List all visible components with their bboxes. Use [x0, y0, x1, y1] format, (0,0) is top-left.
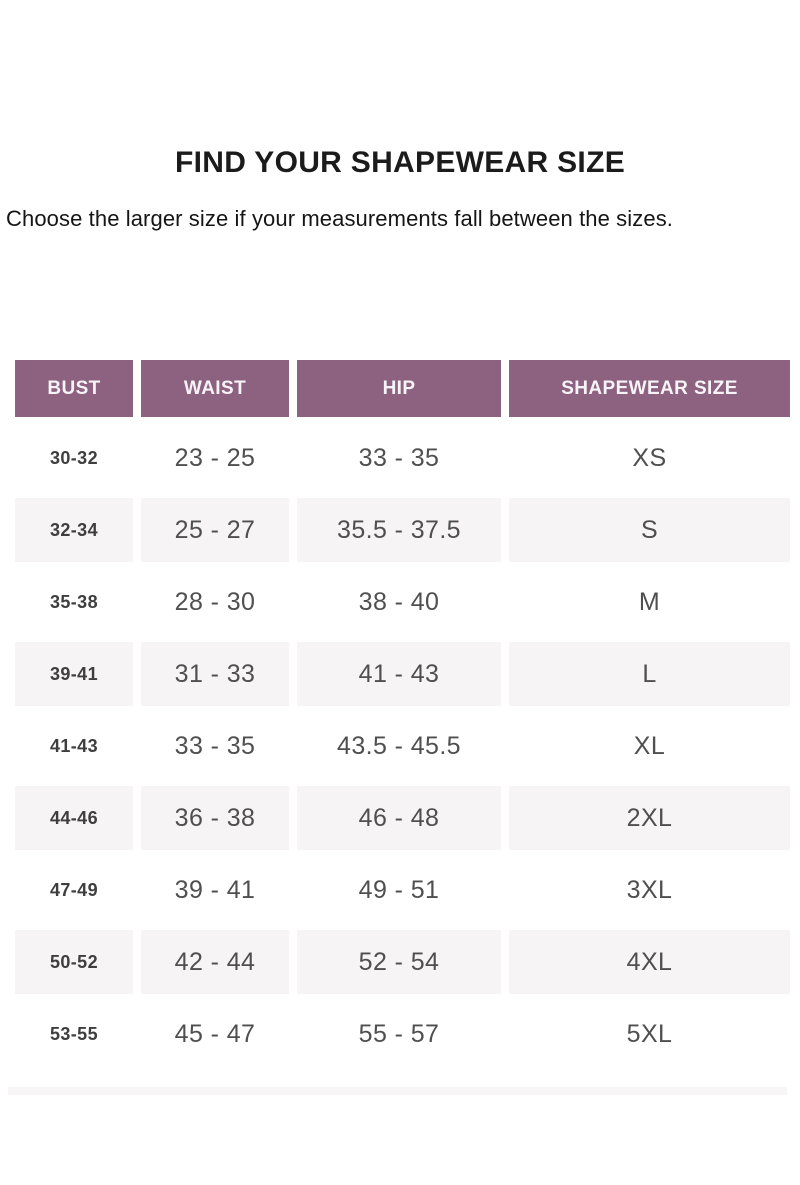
hip-value: 43.5 - 45.5: [337, 731, 461, 760]
size-value: 5XL: [626, 1019, 673, 1048]
hip-value: 52 - 54: [297, 930, 501, 994]
header-cell-waist: WAIST: [141, 360, 289, 417]
waist-value: 23 - 25: [174, 443, 256, 472]
bust-value: 44-46: [15, 786, 133, 850]
table-header-row: [15, 360, 785, 417]
waist-value: 33 - 35: [174, 731, 256, 760]
waist-value: 36 - 38: [141, 786, 289, 850]
size-value: L: [509, 642, 790, 706]
waist-value: 39 - 41: [174, 875, 256, 904]
table-row: [15, 998, 785, 1070]
size-value: 4XL: [509, 930, 790, 994]
page-subtitle: Choose the larger size if your measurements fall between the sizes.: [6, 206, 674, 231]
hip-value: 49 - 51: [358, 875, 440, 904]
bust-value: 35-38: [49, 591, 99, 612]
size-value: XL: [633, 731, 666, 760]
size-value: M: [638, 587, 661, 616]
table-row: [15, 782, 785, 854]
size-value: 2XL: [509, 786, 790, 850]
size-table: [15, 360, 785, 1070]
table-row: [15, 638, 785, 710]
waist-value: 42 - 44: [141, 930, 289, 994]
bust-value: 41-43: [49, 735, 99, 756]
size-value: 3XL: [626, 875, 673, 904]
hip-value: 46 - 48: [297, 786, 501, 850]
size-value: XS: [632, 443, 667, 472]
hip-value: 33 - 35: [358, 443, 440, 472]
waist-value: 25 - 27: [141, 498, 289, 562]
table-bottom-strip: [8, 1087, 787, 1095]
size-value: S: [509, 498, 790, 562]
table-row: [15, 494, 785, 566]
bust-value: 39-41: [15, 642, 133, 706]
hip-value: 35.5 - 37.5: [297, 498, 501, 562]
hip-value: 55 - 57: [358, 1019, 440, 1048]
waist-value: 31 - 33: [141, 642, 289, 706]
page-title: FIND YOUR SHAPEWEAR SIZE: [174, 146, 626, 179]
bust-value: 32-34: [15, 498, 133, 562]
table-row: [15, 422, 785, 494]
waist-value: 28 - 30: [174, 587, 256, 616]
hip-value: 38 - 40: [358, 587, 440, 616]
table-row: [15, 566, 785, 638]
bust-value: 50-52: [15, 930, 133, 994]
hip-value: 41 - 43: [297, 642, 501, 706]
header-cell-hip: HIP: [297, 360, 501, 417]
bust-value: 30-32: [49, 447, 99, 468]
header-cell-shapewear-size: SHAPEWEAR SIZE: [509, 360, 790, 417]
header-cell-bust: BUST: [15, 360, 133, 417]
table-row: [15, 926, 785, 998]
table-row: [15, 710, 785, 782]
bust-value: 47-49: [49, 879, 99, 900]
table-row: [15, 854, 785, 926]
waist-value: 45 - 47: [174, 1019, 256, 1048]
bust-value: 53-55: [49, 1023, 99, 1044]
